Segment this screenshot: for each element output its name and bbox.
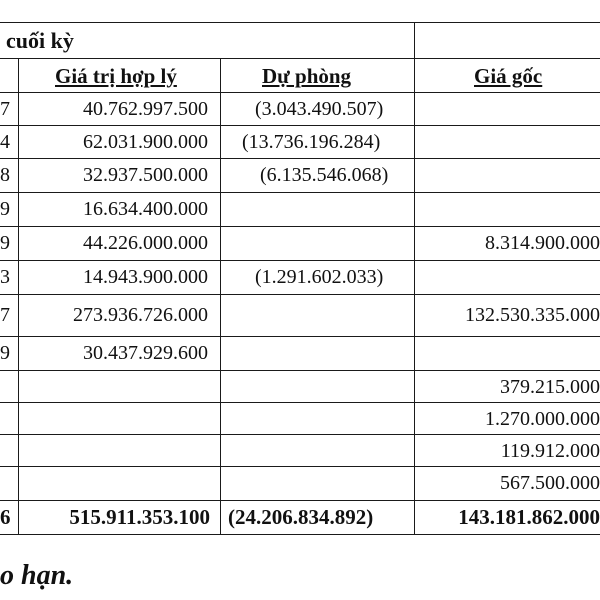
fair-value-cell: 30.437.929.600 [83, 342, 208, 364]
total-provision: (24.206.834.892) [228, 505, 374, 529]
provision-cell: (1.291.602.033) [255, 266, 384, 288]
fair-value-cell: 62.031.900.000 [83, 131, 208, 153]
fair-value-cell: 16.634.400.000 [83, 198, 208, 220]
row-left-digit: 7 [0, 98, 10, 120]
fair-value-cell: 32.937.500.000 [83, 164, 208, 186]
column-header-fair-value: Giá trị hợp lý [55, 64, 177, 88]
cost-cell: 1.270.000.000 [485, 408, 600, 430]
grid-line [220, 58, 221, 534]
column-header-cost: Giá gốc [474, 64, 543, 88]
grid-line [18, 58, 19, 534]
total-fair-value: 515.911.353.100 [69, 505, 210, 529]
fair-value-cell: 40.762.997.500 [83, 98, 208, 120]
cost-cell: 379.215.000 [500, 376, 600, 398]
row-left-digit: 3 [0, 266, 10, 288]
grid-line [0, 294, 600, 295]
cost-cell: 8.314.900.000 [485, 232, 600, 254]
row-left-digit: 9 [0, 342, 10, 364]
row-left-digit: 4 [0, 131, 10, 153]
provision-cell: (6.135.546.068) [260, 164, 389, 186]
fair-value-cell: 273.936.726.000 [73, 304, 208, 326]
footnote-text: o hạn. [0, 560, 74, 591]
total-left-digit: 6 [0, 505, 11, 529]
grid-line [414, 22, 415, 534]
fair-value-cell: 14.943.900.000 [83, 266, 208, 288]
cost-cell: 119.912.000 [500, 440, 600, 462]
cost-cell: 567.500.000 [500, 472, 600, 494]
column-header-provision: Dự phòng [262, 64, 352, 88]
provision-cell: (3.043.490.507) [255, 98, 384, 120]
cost-cell: 132.530.335.000 [465, 304, 600, 326]
provision-cell: (13.736.196.284) [242, 131, 381, 153]
grid-line [0, 534, 600, 535]
row-left-digit: 9 [0, 232, 10, 254]
fair-value-cell: 44.226.000.000 [83, 232, 208, 254]
section-title: cuối kỳ [6, 28, 74, 53]
row-left-digit: 8 [0, 164, 10, 186]
grid-line [0, 58, 600, 59]
row-left-digit: 7 [0, 304, 10, 326]
grid-line [0, 22, 600, 23]
total-cost: 143.181.862.000 [458, 505, 600, 529]
row-left-digit: 9 [0, 198, 10, 220]
